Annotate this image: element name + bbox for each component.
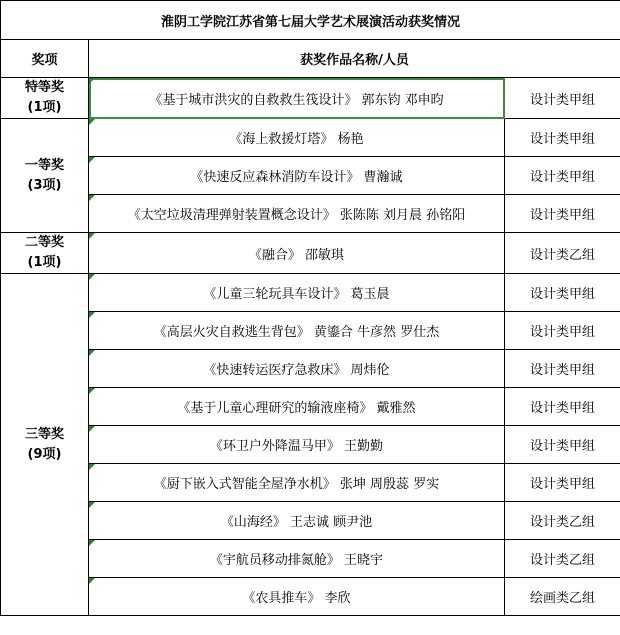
title-row: [1, 1, 620, 40]
category-cell[interactable]: 设计类乙组: [505, 502, 620, 540]
work-title: 《山海经》 王志诚 顾尹池: [220, 515, 373, 530]
cell-marker-icon: [89, 195, 95, 201]
award-cell[interactable]: [1, 78, 89, 119]
award-name: 特等奖: [24, 80, 64, 95]
cell-marker-icon: [89, 350, 95, 356]
work-title: 《儿童三轮玩具车设计》 葛玉晨: [203, 287, 390, 302]
work-cell[interactable]: [89, 540, 505, 578]
category-cell[interactable]: 设计类甲组: [505, 312, 620, 350]
work-cell[interactable]: [89, 157, 505, 195]
work-cell[interactable]: [89, 502, 505, 540]
table-row: [1, 540, 620, 578]
cell-marker-icon: [89, 119, 95, 125]
category-cell[interactable]: 设计类甲组: [505, 464, 620, 502]
work-cell[interactable]: [89, 274, 505, 312]
award-name: 三等奖: [24, 426, 64, 442]
award-count: (1项): [27, 100, 62, 115]
cell-marker-icon: [89, 78, 95, 84]
table-row: [1, 233, 620, 274]
table-row: [1, 119, 620, 157]
award-cell[interactable]: [1, 274, 89, 616]
category-cell[interactable]: 设计类甲组: [505, 388, 620, 426]
table-row: [1, 426, 620, 464]
work-title: 《环卫户外降温马甲》 王勤勤: [209, 439, 384, 454]
table-row: [1, 502, 620, 540]
award-count: (1项): [27, 255, 62, 270]
sheet-title[interactable]: 淮阴工学院江苏省第七届大学艺术展演活动获奖情况: [1, 1, 620, 40]
work-cell[interactable]: [89, 119, 505, 157]
award-cell[interactable]: [1, 119, 89, 233]
work-title: 《太空垃圾清理弹射装置概念设计》 张陈陈 刘月晨 孙铭阳: [127, 208, 466, 223]
work-cell[interactable]: [89, 312, 505, 350]
table-row: [1, 78, 620, 119]
work-title: 《融合》 邵敏琪: [248, 247, 345, 263]
work-title: 《基于城市洪灾的自救救生筏设计》 郭东钧 邓申昀: [149, 92, 444, 108]
cell-marker-icon: [89, 233, 95, 239]
work-title: 《基于儿童心理研究的输液座椅》 戴雅然: [177, 401, 416, 416]
header-award[interactable]: 奖项: [1, 40, 89, 78]
table-row: [1, 464, 620, 502]
table-row: [1, 388, 620, 426]
work-title: 《宇航员移动排氮舱》 王晓宇: [209, 553, 384, 568]
table-row: [1, 274, 620, 312]
award-count: (3项): [27, 177, 62, 193]
category-cell[interactable]: 设计类甲组: [505, 157, 620, 195]
work-title: 《农具推车》 李欣: [242, 591, 351, 606]
work-cell[interactable]: [89, 350, 505, 388]
work-cell[interactable]: [89, 464, 505, 502]
cell-marker-icon: [89, 464, 95, 470]
award-name: 一等奖: [24, 157, 64, 173]
work-cell[interactable]: [89, 578, 505, 616]
category-cell[interactable]: 绘画类乙组: [505, 578, 620, 616]
work-title: 《厨下嵌入式智能全屋净水机》 张坤 周殷蕊 罗实: [153, 477, 440, 492]
work-cell[interactable]: [89, 195, 505, 233]
award-cell[interactable]: [1, 233, 89, 274]
work-title: 《快速反应森林消防车设计》 曹瀚诚: [190, 170, 403, 185]
work-title: 《海上救援灯塔》 杨艳: [229, 132, 364, 147]
table-row: [1, 578, 620, 616]
header-row: [1, 40, 620, 78]
work-title: 《高层火灾自救逃生背包》 黄鎏合 牛彦然 罗仕杰: [153, 325, 440, 340]
category-cell[interactable]: 设计类甲组: [505, 350, 620, 388]
category-cell[interactable]: 设计类甲组: [505, 119, 620, 157]
work-cell[interactable]: [89, 78, 505, 119]
cell-marker-icon: [89, 578, 95, 584]
category-cell[interactable]: 设计类甲组: [505, 195, 620, 233]
work-title: 《快速转运医疗急救床》 周炜伦: [203, 363, 390, 378]
category-cell[interactable]: 设计类甲组: [505, 78, 620, 119]
cell-marker-icon: [89, 312, 95, 318]
award-name: 二等奖: [24, 235, 64, 250]
work-cell[interactable]: [89, 233, 505, 274]
cell-marker-icon: [89, 426, 95, 432]
table-row: [1, 350, 620, 388]
award-count: (9项): [27, 446, 62, 462]
cell-marker-icon: [89, 274, 95, 280]
table-row: [1, 312, 620, 350]
cell-marker-icon: [89, 157, 95, 163]
cell-marker-icon: [89, 502, 95, 508]
category-cell[interactable]: 设计类甲组: [505, 274, 620, 312]
cell-marker-icon: [89, 388, 95, 394]
work-cell[interactable]: [89, 426, 505, 464]
cell-marker-icon: [89, 540, 95, 546]
work-cell[interactable]: [89, 388, 505, 426]
category-cell[interactable]: 设计类甲组: [505, 426, 620, 464]
header-works[interactable]: 获奖作品名称/人员: [89, 40, 620, 78]
category-cell[interactable]: 设计类乙组: [505, 540, 620, 578]
category-cell[interactable]: 设计类乙组: [505, 233, 620, 274]
table-row: [1, 195, 620, 233]
table-row: [1, 157, 620, 195]
